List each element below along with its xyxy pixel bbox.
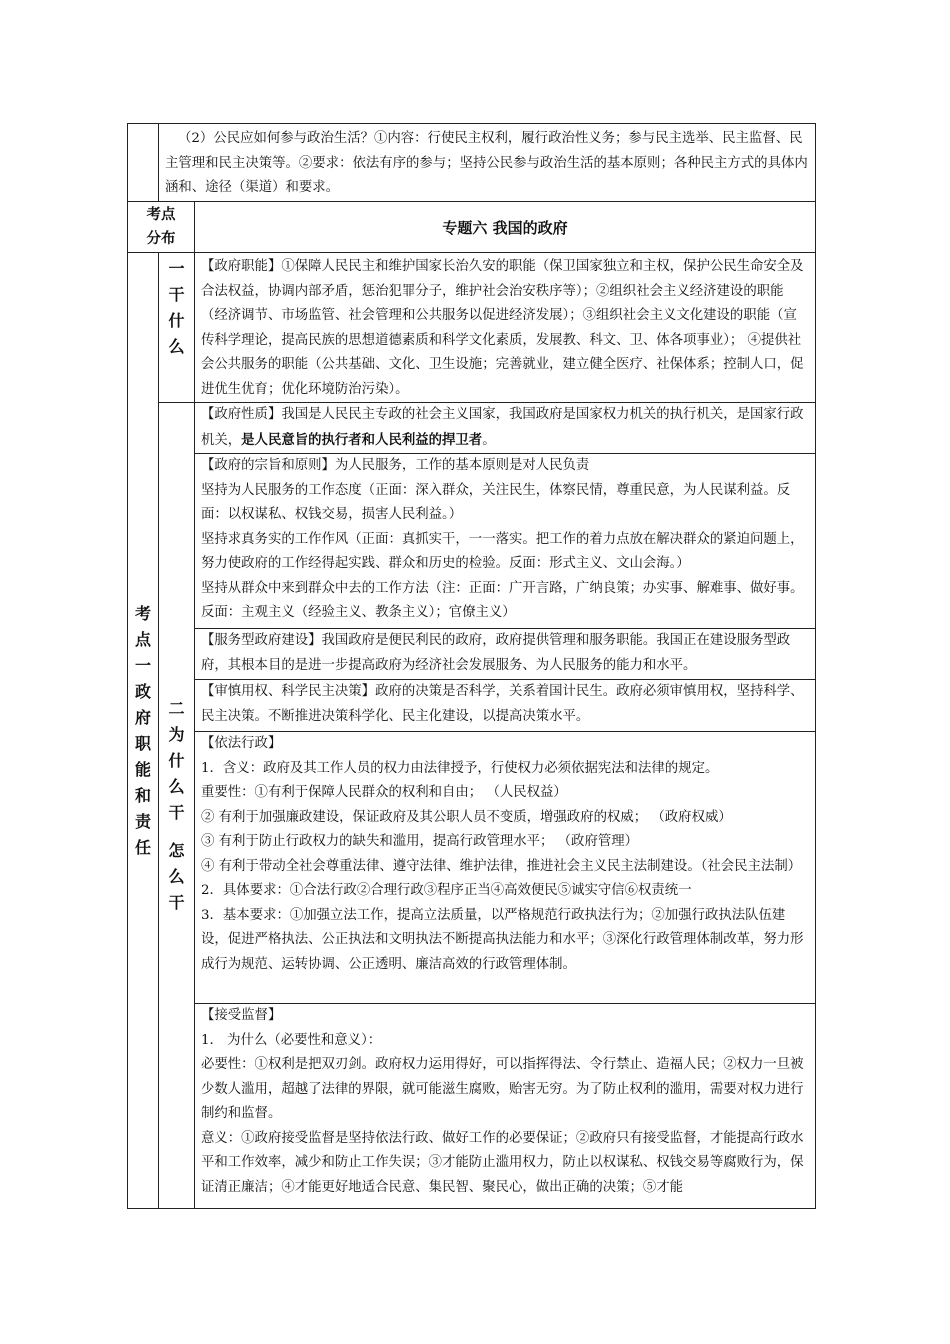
distribution-header (128, 202, 195, 253)
section-label-char: 政 (134, 681, 151, 701)
sub2-label-char: 干 (168, 892, 185, 912)
sub1-label (159, 253, 195, 403)
law-line: 【依法行政】 (201, 736, 282, 751)
sub1-label-char: 么 (168, 337, 185, 356)
service-text: 【服务型政府建设】我国政府是便民利民的政府，政府提供管理和服务职能。我国正在建设服务型政府，其根本目的是进一步提高政府为经济社会发展服务、为人民服务的能力和水平。 (201, 633, 791, 673)
nature-text-bold: 是人民意旨的执行者和人民利益的捍卫者 (241, 431, 483, 448)
law-line: 3．基本要求：①加强立法工作，提高立法质量，以严格规范行政执法行为；②加强行政执法队伍建设，促进严格执法、公正执法和文明执法不断提高执法能力和水平；③深化行政管理体制改革，努力形成行为规范、运转协调、公正透明、廉洁高效的行政管理体制。 (201, 907, 804, 972)
law-line: ④ 有利于带动全社会尊重法律、遵守法律、维护法律，推进社会主义民主法制建设。（社会民主法制） (201, 858, 802, 874)
law-row (128, 732, 816, 1004)
functions-row (128, 253, 816, 403)
sub2-label-char: 么 (168, 776, 185, 796)
sub2-label (159, 403, 195, 1209)
purpose-line: 【政府的宗旨和原则】为人民服务，工作的基本原则是对人民负责 (201, 458, 590, 473)
section-label-char: 任 (134, 837, 151, 857)
supervision-cell (195, 1004, 816, 1209)
law-line: 重要性：①有利于保障人民群众的权利和自由； （人民权益） (201, 785, 567, 800)
top-row (128, 124, 816, 202)
supervision-line: 【接受监督】 (201, 1008, 282, 1023)
purpose-line: 坚持为人民服务的工作态度（正面：深入群众，关注民生，体察民情，尊重民意，为人民谋利益。反面：以权谋私、权钱交易，损害人民利益。） (201, 482, 791, 522)
supervision-line: 必要性：①权利是把双刃剑。政府权力运用得好，可以指挥得法、令行禁止、造福人民；②权力一旦被少数人滥用，超越了法律的界限，就可能滋生腐败，贻害无穷。为了防止权利的滥用，需要对权力进行制约和监督。 (201, 1057, 804, 1121)
purpose-line: 坚持从群众中来到群众中去的工作方法（注：正面：广开言路，广纳良策；办实事、解难事、做好事。反面：主观主义（经验主义、教条主义）；官僚主义） (201, 580, 804, 620)
section-label-char: 一 (134, 655, 151, 675)
law-line: 1．含义：政府及其工作人员的权力由法律授予，行使权力必须依据宪法和法律的规定。 (201, 760, 719, 776)
sub2-label-char: 什 (168, 750, 185, 770)
service-cell (195, 629, 816, 680)
service-row (128, 629, 816, 680)
topic-title: 专题六 我国的政府 (195, 202, 816, 253)
supervision-line: 意义：①政府接受监督是坚持依法行政、做好工作的必要保证；②政府只有接受监督，才能提高行政水平和工作效率，减少和防止工作失误；③才能防止滥用权力，防止以权谋私、权钱交易等腐败行为，保证清正廉洁；④才能更好地适合民意、集民智、聚民心，做出正确的决策；⑤才能 (201, 1130, 804, 1195)
prudent-cell (195, 680, 816, 732)
law-line: 2．具体要求：①合法行政②合理行政③程序正当④高效便民⑤诚实守信⑥权责统一 (201, 883, 692, 898)
section-label-char: 考 (134, 603, 151, 623)
sub2-label-char: 么 (168, 866, 185, 886)
sub1-label-char: 干 (168, 285, 185, 304)
section-label-char: 责 (134, 811, 151, 831)
nature-text (201, 403, 810, 453)
section-label-char: 职 (134, 733, 151, 753)
purpose-line: 坚持求真务实的工作作风（正面：真抓实干，一一落实。把工作的着力点放在解决群众的紧迫问题上，努力使政府的工作经得起实践、群众和历史的检验。反面：形式主义、文山会海。） (201, 531, 804, 571)
civic-participation-text: （2）公民应如何参与政治生活？①内容：行使民主权利，履行政治性义务；参与民主选举、民主监督、民主管理和民主决策等。②要求：依法有序的参与；坚持公民参与政治生活的基本原则；各种民主方式的具体内涵和、途径（渠道）和要求。 (165, 131, 808, 195)
nature-text-a: 【政府性质】我国是人民民主专政的社会主义国家，我国政府是国家权力机关的执行机关，是国家行政机关， (201, 407, 804, 448)
sub2-label-char: 怎 (168, 840, 185, 860)
prudent-row (128, 680, 816, 732)
functions-cell (195, 253, 816, 403)
law-line: ③ 有利于防止行政权力的缺失和滥用，提高行政管理水平； （政府管理） (201, 834, 639, 849)
section-label-char: 能 (134, 759, 151, 779)
law-cell (195, 732, 816, 1004)
sub2-label-char: 干 (168, 802, 185, 822)
nature-cell (195, 403, 816, 454)
functions-text: 【政府职能】①保障人民民主和维护国家长治久安的职能（保卫国家独立和主权，保护公民生命安全及合法权益，协调内部矛盾，惩治犯罪分子，维护社会治安秩序等）；②组织社会主义经济建设的职能（经济调节、市场监管、社会管理和公共服务以促进经济发展）；③组织社会主义文化建设的职能（宣传科学理论，提高民族的思想道德素质和科学文化素质，发展教、科文、卫、体各项事业）； ④提供社会公共服务的职能（公共基础、文化、卫生设施；完善就业，建立健全医疗、社保体系；控制人口，促进优生优育；优化环境防治污染）。 (201, 259, 804, 397)
supervision-line: 1． 为什么（必要性和意义）： (201, 1032, 382, 1048)
sub1-label-char: 什 (168, 311, 185, 330)
header-row (128, 202, 816, 253)
nature-row (128, 403, 816, 454)
header-label-line1: 考点 (146, 207, 176, 223)
header-label-line2: 分布 (146, 231, 176, 247)
sub1-label-char: 一 (168, 259, 185, 278)
section-label-char: 和 (134, 785, 151, 805)
sub2-label-char: 为 (168, 724, 185, 744)
section-label (128, 253, 159, 1209)
prudent-text: 【审慎用权、科学民主决策】政府的决策是否科学，关系着国计民生。政府必须审慎用权，坚持科学、民主决策。不断推进决策科学化、民主化建设，以提高决策水平。 (201, 684, 804, 724)
purpose-row (128, 454, 816, 629)
top-row-cell (159, 124, 816, 202)
law-line: ② 有利于加强廉政建设，保证政府及其公职人员不变质，增强政府的权威； （政府权威） (201, 809, 732, 825)
sub2-label-char: 二 (168, 698, 185, 718)
section-label-char: 府 (134, 707, 151, 727)
section-label-char: 点 (134, 629, 151, 649)
purpose-cell (195, 454, 816, 629)
content-table (127, 123, 816, 1209)
top-row-blank-cell (128, 124, 159, 202)
supervision-row (128, 1004, 816, 1209)
nature-text-end: 。 (482, 432, 496, 448)
